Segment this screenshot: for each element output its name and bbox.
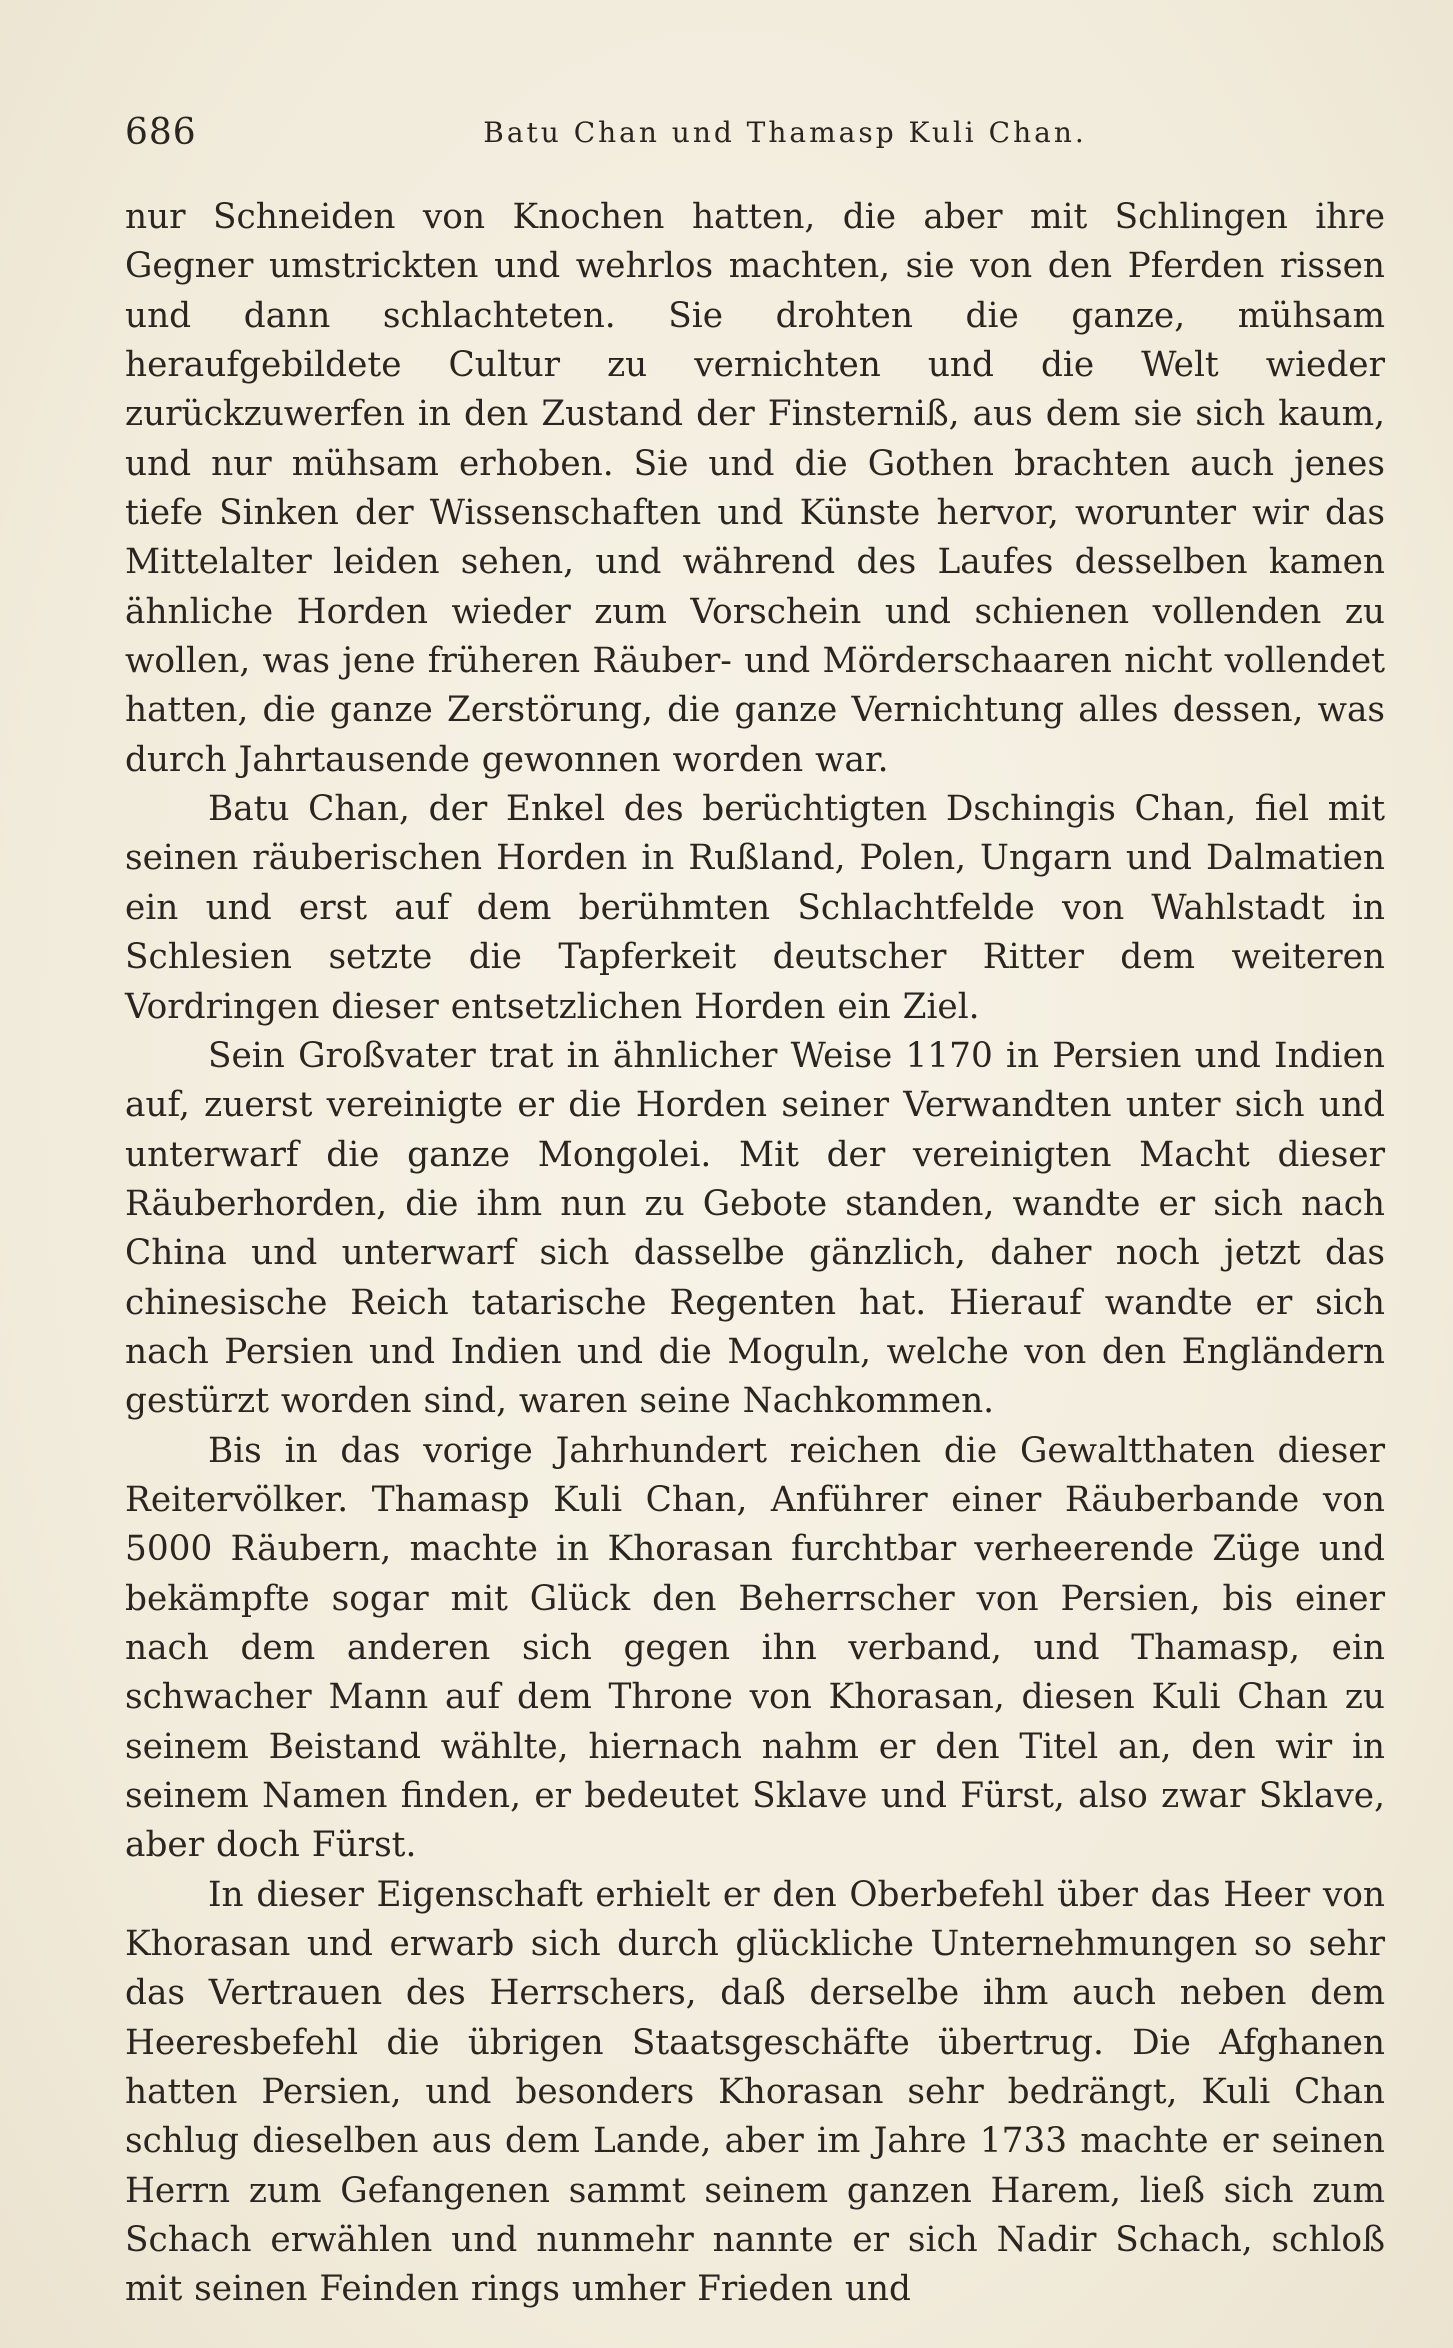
body-text	[125, 193, 1385, 2315]
running-title: Batu Chan und Thamasp Kuli Chan.	[483, 116, 1087, 149]
paragraph-khorasan: In dieser Eigenschaft erhielt er den Oberbefehl über das Heer von Khorasan und erwarb sich durch glückliche Unternehmungen so sehr das Vertrauen des Herrschers, daß derselbe ihm auch neben dem Heeresbefehl die übrigen Staatsgeschäfte übertrug. Die Afghanen hatten Persien, und besonders Khorasan sehr bedrängt, Kuli Chan schlug dieselben aus dem Lande, aber im Jahre 1733 machte er seinen Herrn zum Gefangenen sammt seinem ganzen Harem, ließ sich zum Schach erwählen und nunmehr nannte er sich Nadir Schach, schloß mit seinen Feinden rings umher Frieden und	[125, 1874, 1385, 2310]
page-number: 686	[125, 112, 197, 153]
page-header	[125, 112, 1335, 162]
paragraph-continuation: nur Schneiden von Knochen hatten, die aber mit Schlingen ihre Gegner umstrickten und wehrlos machten, sie von den Pferden rissen und dann schlachteten. Sie drohten die ganze, mühsam heraufgebildete Cultur zu vernichten und die Welt wieder zurückzuwerfen in den Zustand der Finsterniß, aus dem sie sich kaum, und nur mühsam erhoben. Sie und die Gothen brachten auch jenes tiefe Sinken der Wissenschaften und Künste hervor, worunter wir das Mittelalter leiden sehen, und während des Laufes desselben kamen ähnliche Horden wieder zum Vorschein und schienen vollenden zu wollen, was jene früheren Räuber- und Mörderschaaren nicht vollendet hatten, die ganze Zerstörung, die ganze Vernichtung alles dessen, was durch Jahrtausende gewonnen worden war.	[125, 197, 1385, 780]
paragraph-grandfather: Sein Großvater trat in ähnlicher Weise 1170 in Persien und Indien auf, zuerst vereinigte er die Horden seiner Verwandten unter sich und unterwarf die ganze Mongolei. Mit der vereinigten Macht dieser Räuberhorden, die ihm nun zu Gebote standen, wandte er sich nach China und unterwarf sich dasselbe gänzlich, daher noch jetzt das chinesische Reich tatarische Regenten hat. Hierauf wandte er sich nach Persien und Indien und die Moguln, welche von den Engländern gestürzt worden sind, waren seine Nachkommen.	[125, 1035, 1385, 1422]
paragraph-batu-chan: Batu Chan, der Enkel des berüchtigten Dschingis Chan, fiel mit seinen räuberischen Horden in Rußland, Polen, Ungarn und Dalmatien ein und erst auf dem berühmten Schlachtfelde von Wahlstadt in Schlesien setzte die Tapferkeit deutscher Ritter dem weiteren Vordringen dieser entsetzlichen Horden ein Ziel.	[125, 789, 1385, 1027]
paragraph-thamasp-kuli-chan: Bis in das vorige Jahrhundert reichen die Gewaltthaten dieser Reitervölker. Thamasp Kuli Chan, Anführer einer Räuberbande von 5000 Räubern, machte in Khorasan furchtbar verheerende Züge und bekämpfte sogar mit Glück den Beherrscher von Persien, bis einer nach dem anderen sich gegen ihn verband, und Thamasp, ein schwacher Mann auf dem Throne von Khorasan, diesen Kuli Chan zu seinem Beistand wählte, hiernach nahm er den Titel an, den wir in seinem Namen finden, er bedeutet Sklave und Fürst, also zwar Sklave, aber doch Fürst.	[125, 1430, 1385, 1866]
